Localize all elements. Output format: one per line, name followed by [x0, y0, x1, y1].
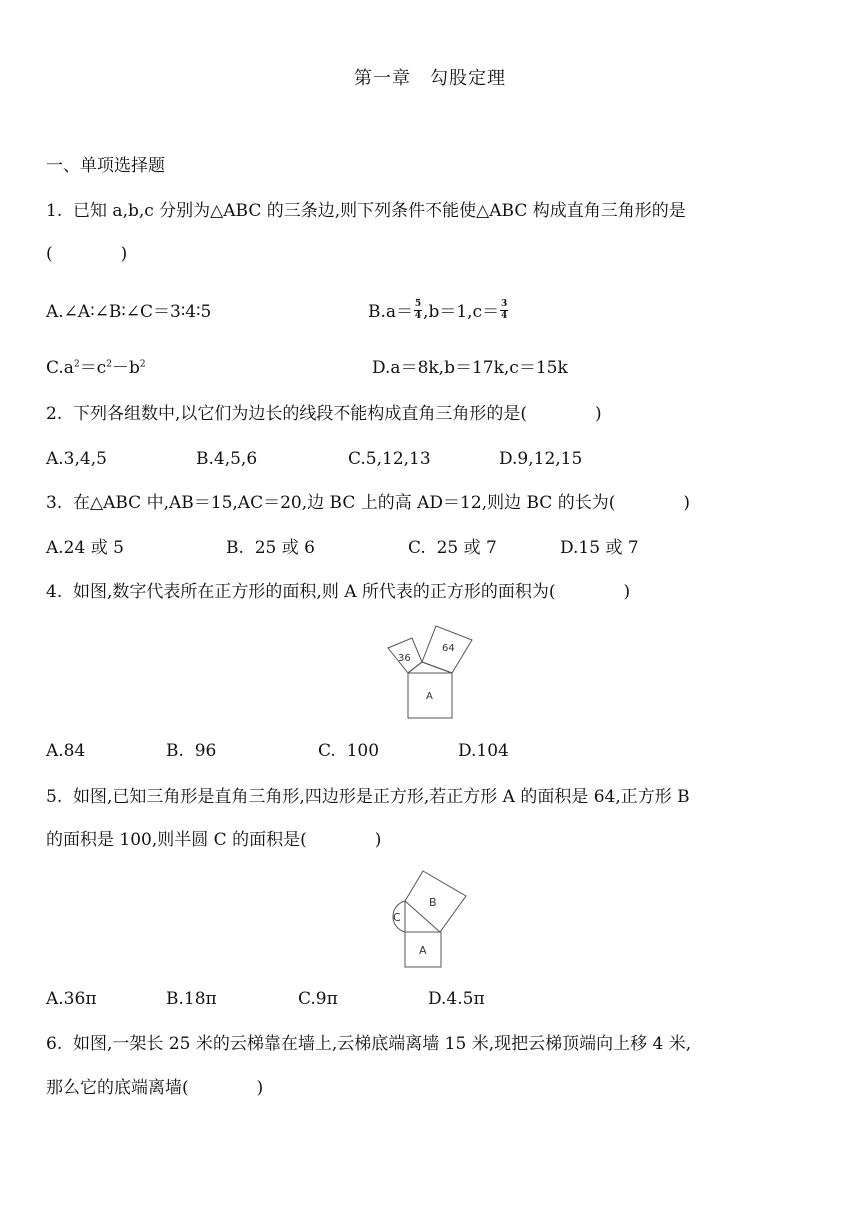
q4-option-d: D.104 — [458, 741, 509, 761]
q6-stem-line2: 那么它的底端离墙( ) — [46, 1078, 264, 1098]
q2-option-a: A.3,4,5 — [46, 449, 107, 469]
q2-stem: 2. 下列各组数中,以它们为边长的线段不能构成直角三角形的是( ) — [46, 404, 602, 424]
q2-option-b: B.4,5,6 — [196, 449, 258, 469]
q4-option-a: A.84 — [46, 741, 86, 761]
label-36: 36 — [398, 653, 411, 664]
label-64: 64 — [442, 643, 455, 654]
q1-option-d: D.a＝8k,b＝17k,c＝15k — [372, 358, 568, 378]
fraction: $\frac{5}{4}$ — [414, 299, 422, 321]
q2-option-c: C.5,12,13 — [348, 449, 431, 469]
q3-option-d: D.15 或 7 — [560, 538, 639, 558]
page-title: 第一章 勾股定理 — [354, 68, 506, 89]
q3-option-a: A.24 或 5 — [46, 538, 124, 558]
q4-stem: 4. 如图,数字代表所在正方形的面积,则 A 所代表的正方形的面积为( ) — [46, 582, 631, 602]
q5-option-a: A.36π — [46, 989, 97, 1009]
q3-option-b: B. 25 或 6 — [226, 538, 315, 558]
label-b: B — [429, 896, 437, 909]
q4-squares-figure — [380, 618, 510, 724]
label-a: A — [426, 691, 433, 702]
section-heading: 一、单项选择题 — [46, 156, 165, 176]
q3-option-c: C. 25 或 7 — [408, 538, 497, 558]
q1-option-c: $C.a^2=c^2-b^2$ — [46, 358, 146, 378]
q1-option-b: B.a＝ $\frac{5}{4}$ ,b＝1,c＝ $\frac{3}{4}$ — [368, 299, 508, 322]
q5-option-c: C.9π — [298, 989, 338, 1009]
q4-option-c: C. 100 — [318, 741, 380, 761]
q5-stem-line2: 的面积是 100,则半圆 C 的面积是( ) — [46, 830, 382, 850]
q1-blank: ( ) — [46, 244, 128, 264]
label-a: A — [419, 944, 427, 957]
label-c: C — [393, 911, 401, 924]
q1-stem: 1. 已知 a,b,c 分别为△ABC 的三条边,则下列条件不能使△ABC 构成直角三角形的是 — [46, 201, 686, 221]
q3-stem: 3. 在△ABC 中,AB＝15,AC＝20,边 BC 上的高 AD＝12,则边 BC 的长为( ) — [46, 493, 690, 513]
q5-semicircle-figure — [386, 866, 486, 970]
q5-option-b: B.18π — [166, 989, 217, 1009]
q1-option-a: A.∠A∶∠B∶∠C＝3∶4∶5 — [46, 302, 212, 322]
q4-option-b: B. 96 — [166, 741, 217, 761]
q6-stem-line1: 6. 如图,一架长 25 米的云梯靠在墙上,云梯底端离墙 15 米,现把云梯顶端向上移 4 米, — [46, 1034, 692, 1054]
q5-option-d: D.4.5π — [428, 989, 485, 1009]
fraction: $\frac{3}{4}$ — [500, 299, 508, 321]
q2-option-d: D.9,12,15 — [499, 449, 583, 469]
q5-stem-line1: 5. 如图,已知三角形是直角三角形,四边形是正方形,若正方形 A 的面积是 64,正方形 B — [46, 787, 690, 807]
